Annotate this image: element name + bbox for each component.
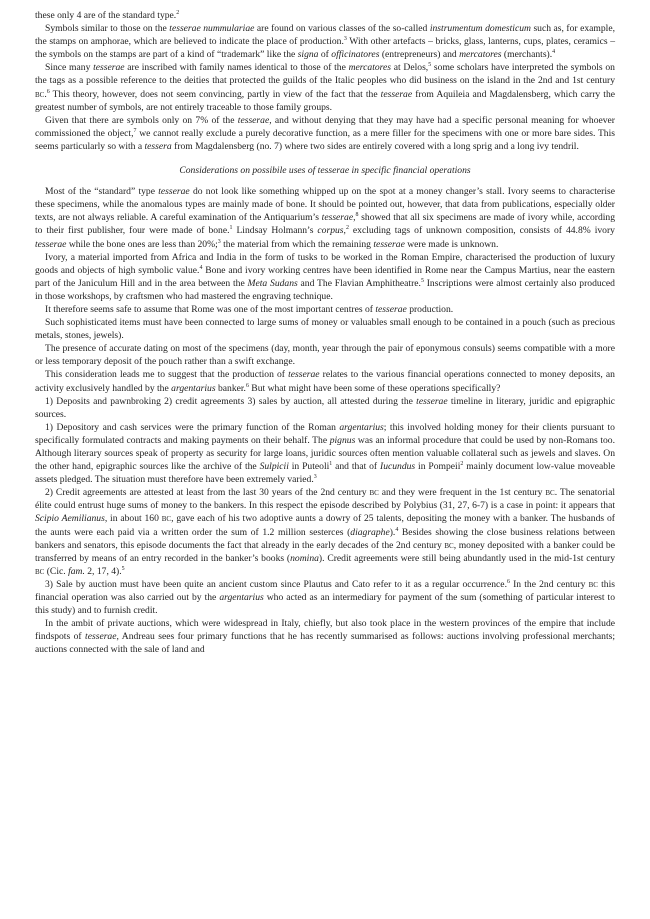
text-run: and that of: [332, 461, 380, 473]
text-run: 3) Sale by auction must have been quite an ancient custom since Plautus and Cato refer to it as a regular occurrence.: [45, 578, 507, 590]
footnote-ref: 5: [428, 62, 432, 69]
text-run: are inscribed with family names identical to those of the: [124, 62, 349, 74]
text-run: from Magdalensberg (no. 7) where two sides are entirely covered with a long sprig and a long ivy tendril.: [171, 140, 579, 152]
text-run: 2) Credit agreements are attested at least from the last 30 years of the 2nd century: [45, 487, 370, 499]
footnote-ref: 3: [343, 36, 347, 42]
italic-term: Meta Sudans: [247, 277, 298, 289]
paragraph: [35, 395, 615, 421]
text-run: .: [44, 88, 47, 100]
italic-term: instrumentum domesticum: [429, 23, 531, 35]
footnote-ref: 1: [329, 460, 333, 467]
text-run: we cannot really exclude a purely decorative function, as a mere filler for the specimens with one or more bare sides. This seems particularly so with a: [35, 127, 615, 152]
footnote-ref: 2: [345, 225, 349, 232]
text-run: mainly document low-value moveable assets pledged. The situation must therefore have been extremely varied.: [35, 461, 615, 486]
text-run: (merchants).: [501, 49, 553, 61]
paragraph: [35, 185, 615, 250]
era-abbreviation: bc: [35, 565, 45, 577]
footnote-ref: 1: [229, 225, 233, 232]
italic-term: mercatores: [459, 49, 502, 61]
text-run: This theory, however, does not seem convincing, partly in view of the fact that the: [49, 88, 381, 100]
text-run: and they were frequent in the 1st century: [378, 487, 546, 499]
text-run: excluding tags of unknown composition, consists of 44.8% ivory: [348, 225, 615, 237]
era-abbreviation: bc: [161, 513, 172, 525]
paragraph: [35, 486, 615, 578]
text-run: , and without denying that they may have had a specific personal meaning for whoever commissioned the object,: [35, 114, 615, 139]
text-run: and The Flavian Amphitheatre.: [297, 277, 421, 289]
italic-term: signa: [297, 49, 319, 61]
paragraph: [35, 316, 615, 342]
italic-term: tesserae: [158, 186, 190, 198]
text-run: ).: [389, 526, 396, 538]
footnote-ref: 2: [460, 460, 464, 467]
paragraph: [35, 61, 615, 113]
italic-term: tesserae: [375, 303, 407, 315]
text-run: were made is unknown.: [404, 238, 499, 250]
text-run: from Aquileia and Magdalensberg, which carry the greatest number of symbols, are not entirely traceable to those family groups.: [35, 88, 615, 113]
italic-term: argentarius: [171, 382, 216, 394]
text-run: production.: [406, 303, 454, 315]
text-run: relates to the various financial operations connected to money deposits, an activity exclusively handled by the: [35, 369, 615, 394]
italic-term: nomina: [290, 552, 319, 564]
text-run: these only 4 are of the standard type.: [35, 10, 177, 21]
text-run: 1) Depository and cash services were the primary function of the Roman: [45, 421, 340, 433]
footnote-ref: 6: [245, 382, 249, 389]
text-run: are found on various classes of the so-called: [254, 23, 430, 35]
text-run: of: [318, 49, 332, 61]
text-run: , in about 160: [104, 513, 162, 525]
text-run: , money deposited with a banker could be transferred by means of an entry recorded in the banker’s books (: [35, 539, 615, 564]
text-run: in Puteoli: [288, 461, 330, 473]
italic-term: tesserae: [288, 369, 320, 381]
text-run: timeline in literary, juridic and epigraphic sources.: [35, 395, 615, 420]
era-abbreviation: bc: [588, 578, 598, 590]
paragraph: [35, 578, 615, 617]
italic-term: fam.: [68, 565, 85, 577]
paragraph: [35, 22, 615, 61]
footnote-ref: 5: [121, 565, 125, 572]
italic-term: tesserae: [321, 212, 354, 224]
text-run: such as, for example, the stamps on amphorae, which are believed to indicate the place of production.: [35, 23, 616, 48]
italic-term: tesserae: [380, 88, 413, 100]
footnote-ref: 6: [506, 578, 510, 585]
text-run: showed that all six specimens are made of ivory while, according to their first publisher, four were made of bone.: [35, 212, 616, 237]
italic-term: Sulpicii: [259, 461, 289, 473]
text-run: Inscriptions were almost certainly also produced in those workshops, by craftsmen who had mastered the engraving technique.: [35, 277, 615, 302]
italic-term: tesserae: [35, 238, 67, 250]
footnote-ref: 6: [46, 88, 50, 95]
era-abbreviation: bc: [444, 539, 454, 551]
text-run: It therefore seems safe to assume that Rome was one of the most important centres of: [45, 303, 376, 315]
paragraph: [35, 617, 615, 656]
footnote-ref: 4: [552, 49, 556, 56]
text-run: this financial operation was also carried out by the: [35, 578, 615, 604]
text-run: 2, 17, 4).: [84, 565, 122, 577]
text-run: in Pompeii: [415, 461, 461, 473]
paragraph: [35, 342, 615, 368]
italic-term: pignus: [329, 434, 356, 446]
footnote-ref: 5: [420, 277, 424, 284]
footnote-ref: 7: [133, 127, 137, 134]
italic-term: diagraphe: [350, 526, 390, 538]
italic-term: tesserae nummulariae: [169, 23, 255, 35]
body-text: [35, 9, 615, 657]
text-run: while the bone ones are less than 20%;: [66, 238, 218, 250]
section-heading: [35, 164, 615, 177]
italic-term: Scipio Aemilianus: [35, 513, 105, 525]
text-run: ; this involved holding money for their clients pursuant to specifically formulated contracts and making payments on their behalf. The: [35, 421, 615, 446]
text-run: ). Credit agreements were still being abundantly used in the mid-1st century: [318, 552, 615, 564]
italic-term: tesserae: [416, 395, 448, 407]
text-run: Since many: [45, 62, 94, 74]
text-run: (entrepreneurs) and: [379, 49, 460, 61]
text-run: the material from which the remaining: [220, 238, 374, 250]
italic-term: tesserae: [373, 238, 405, 250]
italic-term: argentarius: [339, 421, 384, 433]
era-abbreviation: bc: [35, 88, 45, 100]
footnote-ref: 2: [176, 9, 180, 16]
text-run: But what might have been some of these operations specifically?: [248, 382, 501, 394]
footnote-ref: 4: [395, 526, 399, 533]
italic-term: Iucundus: [380, 461, 416, 473]
text-run: , gave each of his two adoptive aunts a dowry of 25 talents, depositing the money with a banker. The husbands of the aunts were each paid via a written order the sum of 1.2 million sesterces (: [35, 513, 615, 538]
text-run: Such sophisticated items must have been connected to large sums of money or valuables small enough to be contained in a pouch (such as precious metals, stones, jewels).: [35, 317, 615, 342]
text-run: In the 2nd century: [509, 578, 589, 590]
italic-term: officinatores: [331, 49, 380, 61]
paragraph: [35, 303, 615, 316]
paragraph: [35, 421, 615, 486]
era-abbreviation: bc: [369, 487, 379, 499]
text-run: Most of the “standard” type: [45, 186, 159, 198]
italic-term: corpus: [317, 225, 344, 237]
footnote-ref: 3: [217, 238, 221, 245]
text-run: The presence of accurate dating on most of the specimens (day, month, year through the pair of eponymous consuls) seems compatible with a more or less temporary deposit of the pouch rather than a swift exchange.: [35, 343, 615, 368]
text-run: , Andreau sees four primary functions that he has recently summarised as follows: auctions involving professional merchants; auctions connected with the sale of land and: [35, 631, 616, 656]
italic-term: argentarius: [219, 592, 264, 604]
text-run: 1) Deposits and pawnbroking 2) credit agreements 3) sales by auction, all attested during the: [45, 395, 417, 407]
text-run: was an informal procedure that could be used by non-Romans too. Although literary sources speak of property as security for large loans, juridic sources often mention valuable collateral such as jewels and slaves. On the other hand, epigraphic sources like the archive of the: [35, 434, 615, 473]
footnote-ref: 8: [355, 212, 359, 219]
italic-term: tesserae: [237, 114, 270, 126]
footnote-ref: 4: [199, 264, 203, 271]
text-run: Besides showing the close business relations between bankers and senators, this episode documents the fact that already in the early decades of the 2nd century: [35, 526, 615, 551]
paragraph: [35, 114, 615, 153]
italic-term: tessera: [144, 140, 172, 152]
italic-term: mercatores: [348, 62, 392, 74]
text-run: banker.: [215, 382, 246, 394]
text-run: ,: [343, 225, 346, 237]
text-run: at Delos,: [391, 62, 429, 74]
text-run: some scholars have interpreted the symbols on the tags as a possible reference to the deities that protected the guilds of the Italic peoples who did business on the island in the 2nd and 1st century: [35, 62, 615, 87]
text-run: do not look like something whipped up on the spot at a money changer’s stall. Ivory seems to characterise these specimens, while the anomalous types are mainly made of bone. It should be pointed out, however, that data from publications, especially older texts, are not always reliable. A careful examination of the Antiquarium’s: [35, 186, 616, 224]
era-abbreviation: bc: [545, 487, 555, 499]
text-run: Lindsay Holmann’s: [232, 225, 318, 237]
footnote-ref: 3: [313, 474, 317, 480]
text-run: Given that there are symbols only on 7% of the: [45, 114, 238, 126]
text-run: Bone and ivory working centres have been identified in Rome near the Campus Martius, near the eastern part of the Janiculum Hill and in the area between the: [35, 264, 615, 289]
text-run: With other artefacts – bricks, glass, lanterns, cups, plates, ceramics – the symbols on the stamps are part of a kind of “trademark” like the: [35, 36, 615, 61]
paragraph: [35, 9, 615, 22]
text-run: In the ambit of private auctions, which were widespread in Italy, chiefly, but also took place in the western provinces of the empire that include findspots of: [35, 618, 615, 643]
text-run: (Cic.: [44, 565, 69, 577]
text-run: ,: [353, 212, 356, 224]
paragraph: [35, 251, 615, 303]
text-run: Ivory, a material imported from Africa and India in the form of tusks to be worked in the Roman Empire, characterised the production of luxury goods and objects of high symbolic value.: [35, 251, 615, 276]
text-run: This consideration leads me to suggest that the production of: [45, 369, 289, 381]
text-run: . The senatorial élite could entrust huge sums of money to the bankers. In this respect the episode described by Polybius (31, 27, 6-7) is a case in point: it appears that: [35, 487, 616, 512]
text-run: who acted as an intermediary for payment of the sum (something of particular interest to this study) and to furnish credit.: [35, 592, 615, 617]
italic-term: tesserae: [85, 631, 117, 643]
text-run: Symbols similar to those on the: [45, 23, 170, 35]
paragraph: [35, 368, 615, 394]
italic-term: tesserae: [93, 62, 125, 74]
text-run: Considerations on possibile uses of tesserae in specific financial operations: [179, 165, 471, 177]
